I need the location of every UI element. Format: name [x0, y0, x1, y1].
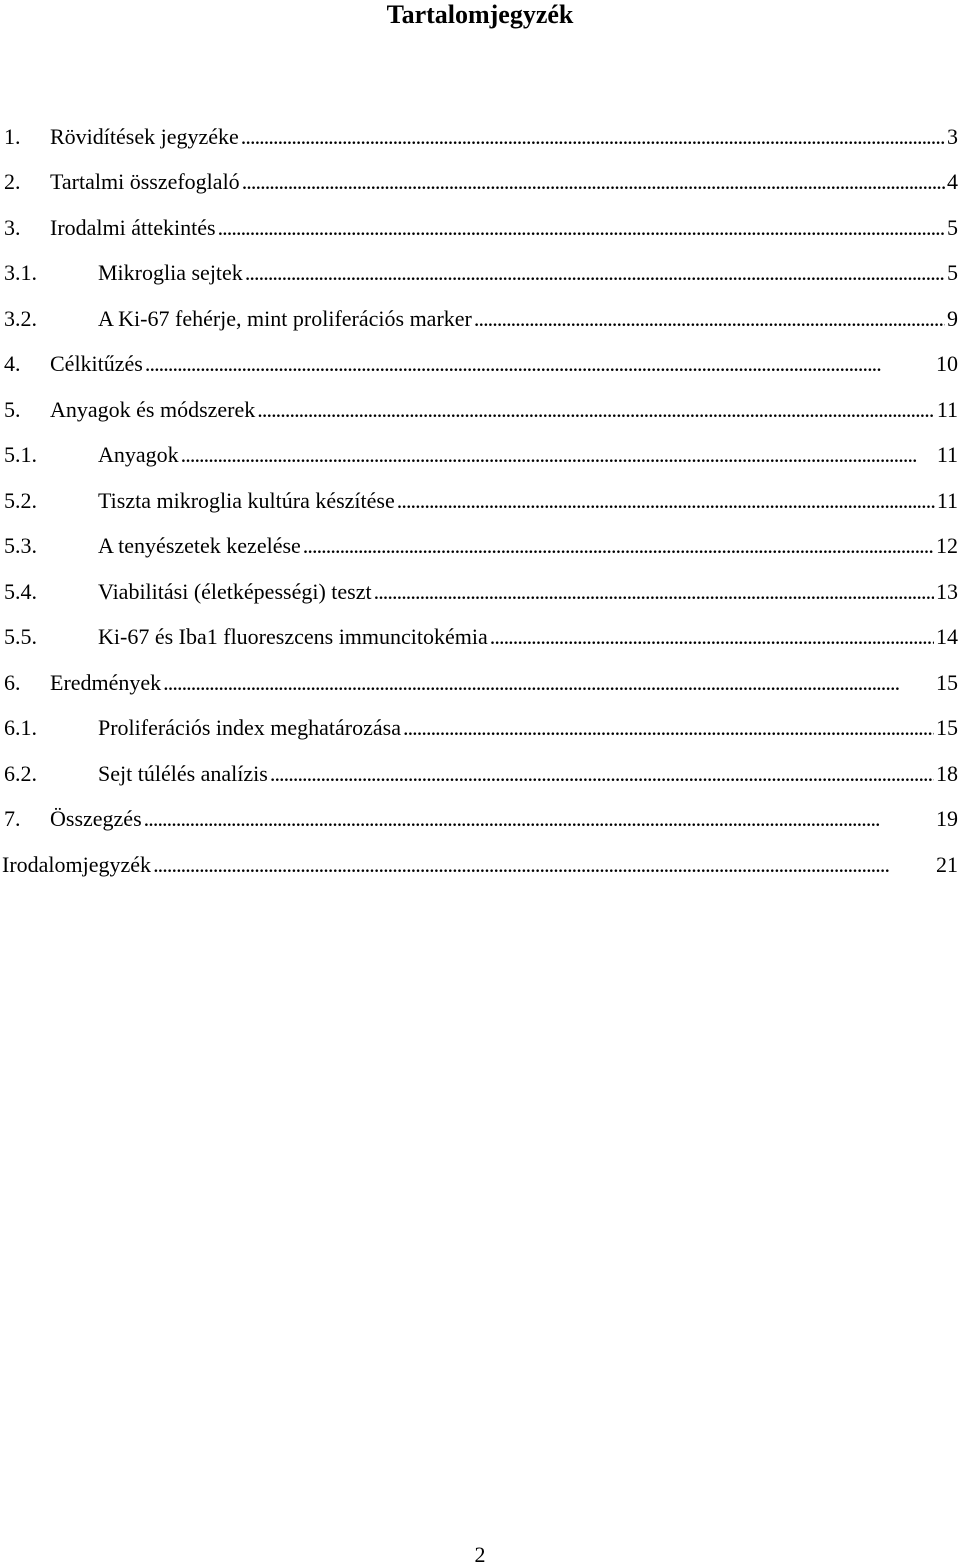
toc-entry-number: 3.	[4, 214, 21, 240]
table-of-contents	[4, 114, 958, 888]
toc-entry-page: 11	[936, 396, 958, 422]
toc-entry-number: 5.	[4, 396, 21, 422]
toc-entry-5-2[interactable]	[4, 478, 958, 524]
toc-entry-page: 14	[936, 624, 958, 650]
toc-entry-6[interactable]	[4, 660, 958, 706]
toc-entry-4[interactable]	[4, 342, 958, 388]
toc-entry-number: 1.	[4, 123, 21, 149]
toc-entry-number: 5.1.	[4, 442, 37, 468]
toc-entry-bibliography[interactable]	[2, 842, 958, 888]
toc-leader-dots	[242, 169, 945, 195]
toc-entry-5-4[interactable]	[4, 569, 958, 615]
toc-leader-dots	[270, 761, 934, 787]
toc-entry-title: Proliferációs index meghatározása	[98, 715, 401, 741]
toc-entry-page: 15	[936, 669, 958, 695]
toc-entry-page: 15	[936, 715, 958, 741]
toc-leader-dots	[181, 442, 935, 468]
toc-entry-page: 9	[947, 305, 958, 331]
toc-leader-dots	[163, 670, 934, 696]
toc-entry-number: 6.1.	[4, 715, 37, 741]
toc-entry-title: Irodalomjegyzék	[2, 851, 152, 877]
toc-entry-page: 21	[936, 851, 958, 877]
toc-entry-title: Ki-67 és Iba1 fluoreszcens immuncitokémia	[98, 624, 488, 650]
toc-leader-dots	[145, 351, 934, 377]
toc-entry-number: 6.	[4, 669, 21, 695]
toc-entry-1[interactable]	[4, 114, 958, 160]
toc-entry-title: Tartalmi összefoglaló	[50, 169, 240, 195]
toc-entry-title: A Ki-67 fehérje, mint proliferációs marker	[98, 305, 472, 331]
toc-leader-dots	[303, 533, 934, 559]
toc-leader-dots	[218, 215, 945, 241]
toc-entry-3-2[interactable]	[4, 296, 958, 342]
toc-entry-title: Irodalmi áttekintés	[50, 214, 216, 240]
toc-entry-page: 4	[947, 169, 958, 195]
toc-leader-dots	[474, 306, 945, 332]
toc-leader-dots	[257, 397, 935, 423]
toc-entry-5[interactable]	[4, 387, 958, 433]
toc-entry-number: 4.	[4, 351, 21, 377]
toc-entry-number: 6.2.	[4, 760, 37, 786]
toc-entry-page: 18	[936, 760, 958, 786]
toc-entry-5-3[interactable]	[4, 524, 958, 570]
toc-leader-dots	[153, 852, 934, 878]
toc-leader-dots	[397, 488, 935, 514]
toc-entry-title: Sejt túlélés analízis	[98, 760, 268, 786]
toc-entry-title: A tenyészetek kezelése	[98, 533, 301, 559]
toc-entry-number: 5.4.	[4, 578, 37, 604]
toc-entry-page: 11	[936, 487, 958, 513]
toc-entry-title: Eredmények	[50, 669, 162, 695]
toc-entry-3[interactable]	[4, 205, 958, 251]
page-number: 2	[474, 1542, 486, 1567]
toc-entry-6-1[interactable]	[4, 706, 958, 752]
toc-leader-dots	[245, 260, 945, 286]
toc-entry-number: 5.5.	[4, 624, 37, 650]
toc-entry-5-1[interactable]	[4, 433, 958, 479]
toc-entry-title: Anyagok	[98, 442, 179, 468]
toc-entry-page: 5	[947, 260, 958, 286]
toc-leader-dots	[144, 806, 934, 832]
toc-entry-title: Mikroglia sejtek	[98, 260, 243, 286]
toc-entry-6-2[interactable]	[4, 751, 958, 797]
toc-entry-page: 13	[936, 578, 958, 604]
toc-entry-number: 7.	[4, 806, 21, 832]
toc-entry-number: 2.	[4, 169, 21, 195]
toc-entry-title: Rövidítések jegyzéke	[50, 123, 239, 149]
toc-entry-number: 3.2.	[4, 305, 37, 331]
toc-entry-title: Célkitűzés	[50, 351, 143, 377]
toc-leader-dots	[490, 624, 934, 650]
toc-entry-2[interactable]	[4, 160, 958, 206]
toc-entry-page: 11	[936, 442, 958, 468]
toc-entry-title: Anyagok és módszerek	[50, 396, 256, 422]
toc-entry-title: Viabilitási (életképességi) teszt	[98, 578, 372, 604]
toc-entry-7[interactable]	[4, 797, 958, 843]
toc-leader-dots	[374, 579, 934, 605]
toc-entry-page: 3	[947, 123, 958, 149]
toc-leader-dots	[241, 124, 945, 150]
toc-entry-title: Összegzés	[50, 806, 142, 832]
toc-entry-page: 12	[936, 533, 958, 559]
toc-entry-page: 5	[947, 214, 958, 240]
toc-entry-number: 5.2.	[4, 487, 37, 513]
toc-entry-page: 10	[936, 351, 958, 377]
toc-entry-3-1[interactable]	[4, 251, 958, 297]
toc-entry-title: Tiszta mikroglia kultúra készítése	[98, 487, 395, 513]
toc-entry-number: 5.3.	[4, 533, 37, 559]
toc-entry-page: 19	[936, 806, 958, 832]
toc-leader-dots	[403, 715, 934, 741]
toc-entry-5-5[interactable]	[4, 615, 958, 661]
toc-entry-number: 3.1.	[4, 260, 37, 286]
page-title: Tartalomjegyzék	[386, 0, 574, 29]
